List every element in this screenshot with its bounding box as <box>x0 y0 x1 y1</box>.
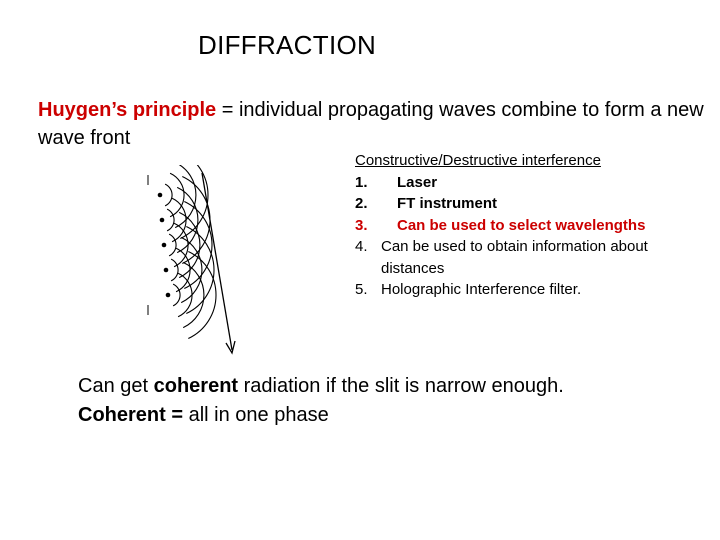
list-item-text: FT instrument <box>397 195 497 212</box>
wavelet-arc <box>183 262 204 327</box>
wavelet-source-dot <box>164 268 169 273</box>
list-item-number: 5. <box>355 281 368 298</box>
huygen-term: Huygen’s principle <box>38 99 217 121</box>
list-item-text: Can be used to obtain information about distances <box>381 238 648 277</box>
wavelet-arc <box>171 259 178 281</box>
list-item-number: 3. <box>355 216 368 234</box>
wavelet-arc <box>165 184 172 206</box>
wavelet-source-dot <box>158 193 163 198</box>
list-item-text: Holographic Interference filter. <box>381 281 582 298</box>
list-item-text: Can be used to select wavelengths <box>397 216 646 234</box>
list-item <box>355 215 715 237</box>
slide-title: DIFFRACTION <box>198 30 377 60</box>
interference-list <box>355 150 715 301</box>
huygens-wavelets-illustration <box>140 165 250 360</box>
coherent-text: Can get <box>78 375 154 397</box>
wavelet-arc <box>167 209 174 231</box>
coherent-line-2 <box>78 401 718 430</box>
coherent-term: coherent <box>153 375 239 397</box>
interference-heading: Constructive/Destructive interference <box>355 152 601 169</box>
huygen-definition <box>38 96 718 152</box>
coherent-definition-term: Coherent = <box>78 404 184 426</box>
list-item <box>355 236 715 279</box>
list-item <box>355 172 715 194</box>
list-item <box>355 193 715 215</box>
list-item-number: 2. <box>355 195 368 212</box>
wavelet-source-dot <box>160 218 165 223</box>
wavelet-sources <box>158 193 171 298</box>
wavelet-source-dot <box>162 243 167 248</box>
list-item-text: Laser <box>397 173 438 191</box>
coherent-definition-text: all in one phase <box>183 404 329 426</box>
coherent-line-1 <box>78 372 718 401</box>
wavelet-source-dot <box>166 293 171 298</box>
wavelet-arcs <box>165 165 216 339</box>
wavelet-arc <box>173 284 180 306</box>
wavelet-arc <box>169 234 176 256</box>
list-item <box>355 279 715 301</box>
list-item-number: 1. <box>355 173 368 191</box>
huygen-definition-text: = individual propagating waves combine to form a new wave front <box>38 99 704 149</box>
coherent-note <box>78 372 718 430</box>
coherent-text: radiation if the slit is narrow enough. <box>238 375 564 397</box>
list-item-number: 4. <box>355 238 368 255</box>
